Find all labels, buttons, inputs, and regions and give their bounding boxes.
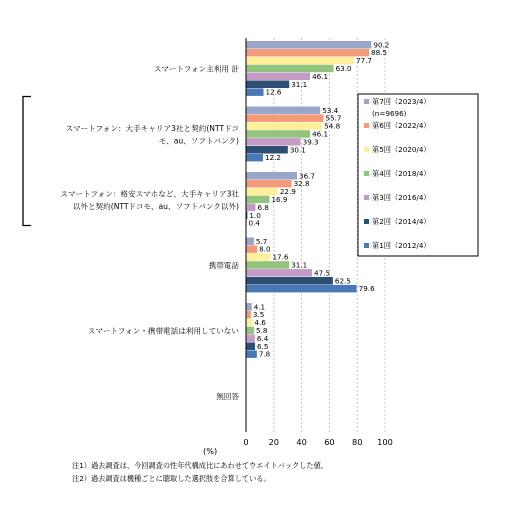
bar — [246, 154, 263, 162]
value-label: 55.7 — [325, 113, 342, 123]
bar — [246, 253, 270, 260]
value-label: 16.9 — [271, 195, 288, 204]
legend — [358, 94, 478, 256]
value-label: 36.7 — [299, 171, 316, 181]
value-label: 22.9 — [279, 187, 296, 197]
group-bracket — [23, 97, 31, 226]
value-label: 39.3 — [302, 137, 319, 147]
legend-entry: 第5回（2020/4） — [372, 145, 431, 154]
value-label: 46.1 — [312, 129, 329, 139]
value-label: 31.1 — [291, 260, 308, 270]
value-label: 30.1 — [289, 145, 306, 155]
x-tick-label: 60 — [324, 437, 335, 447]
value-label: 31.1 — [291, 79, 308, 89]
value-label: 12.2 — [264, 153, 281, 163]
bar — [246, 130, 310, 138]
value-label: 54.8 — [324, 121, 341, 131]
value-label: 0.4 — [248, 218, 260, 228]
bar — [246, 245, 257, 253]
bar — [246, 88, 264, 96]
value-label: 63.0 — [335, 64, 352, 73]
bar — [246, 114, 323, 122]
x-tick-label: 0 — [243, 437, 249, 447]
x-tick-label: 40 — [296, 437, 307, 447]
value-label: 6.4 — [256, 333, 269, 343]
bar — [246, 327, 254, 335]
legend-entry: 第4回（2018/4） — [372, 169, 431, 178]
footnotes — [72, 461, 328, 483]
bar — [246, 172, 297, 180]
bar — [246, 41, 371, 49]
legend-entry: 第7回（2023/4） — [372, 97, 431, 106]
legend-swatch — [364, 99, 369, 104]
value-label: 17.6 — [272, 252, 289, 262]
legend-swatch — [364, 171, 369, 176]
bar — [246, 285, 357, 293]
legend-entry: 第6回（2022/4） — [372, 121, 431, 130]
value-label: 6.8 — [257, 202, 269, 212]
bar — [246, 319, 252, 327]
bar — [246, 238, 254, 246]
bar — [246, 49, 369, 57]
value-label: 32.8 — [293, 179, 310, 189]
value-label: 4.6 — [254, 318, 266, 328]
category-labels — [60, 64, 239, 402]
bar — [246, 122, 322, 130]
value-label: 77.7 — [356, 56, 373, 66]
legend-entry: 第2回（2014/4） — [372, 217, 431, 226]
x-tick-label: 100 — [377, 437, 393, 447]
legend-swatch — [364, 147, 369, 152]
category-label: スマートフォン：大手キャリア3社と契約(NTTドコモ、au、ソフトバンク) — [65, 124, 239, 146]
value-label: 6.5 — [257, 341, 269, 351]
category-label: スマートフォン・携帯電話は利用していない — [87, 326, 239, 336]
value-label: 62.5 — [334, 276, 351, 286]
value-label: 79.6 — [358, 284, 375, 294]
value-label: 3.5 — [252, 310, 265, 320]
legend-entry: 第1回（2012/4） — [372, 241, 431, 250]
bar — [246, 343, 255, 351]
legend-swatch — [364, 123, 369, 128]
legend-entry: 第3回（2016/4） — [372, 193, 431, 202]
x-tick-label: 20 — [268, 437, 280, 447]
bar — [246, 303, 252, 311]
category-label: スマートフォン主利用 計 — [153, 64, 239, 74]
bar — [246, 311, 251, 319]
x-axis-label: (%) — [203, 446, 218, 456]
category-label: 携帯電話 — [208, 261, 239, 271]
value-label: 4.1 — [253, 302, 266, 312]
x-tick-label: 80 — [351, 437, 363, 447]
legend-swatch — [364, 195, 369, 200]
value-label: 7.8 — [258, 349, 271, 359]
category-label: 無回答 — [216, 392, 239, 402]
value-label: 8.0 — [259, 244, 271, 254]
bar — [246, 335, 255, 343]
value-label: 90.2 — [373, 40, 390, 50]
value-label: 12.6 — [265, 87, 282, 97]
legend-swatch — [364, 219, 369, 224]
bar — [246, 269, 312, 277]
value-label: 88.5 — [371, 48, 388, 58]
x-tick-labels — [243, 437, 392, 447]
value-label: 46.1 — [312, 71, 329, 81]
footnote: 注1）過去調査は、今回調査の性年代構成比にあわせてウエイトバックした値。 — [72, 461, 328, 470]
legend-sample-size: (n=9696) — [372, 109, 407, 118]
value-label: 5.8 — [256, 326, 268, 335]
bar — [246, 350, 257, 358]
value-label: 1.0 — [249, 210, 261, 220]
value-label: 5.7 — [255, 236, 268, 246]
category-label: スマートフォン：格安スマホなど、大手キャリア3社以外と契約(NTTドコモ、au、ソフトバンク以外) — [60, 189, 239, 212]
value-label: 47.5 — [314, 268, 331, 278]
bar — [246, 107, 320, 115]
footnote: 注2）過去調査は機種ごとに聴取した選択肢を合算している。 — [72, 474, 271, 483]
legend-swatch — [364, 243, 369, 248]
value-label: 53.4 — [322, 105, 339, 115]
bar — [246, 261, 289, 269]
bar — [246, 277, 333, 285]
